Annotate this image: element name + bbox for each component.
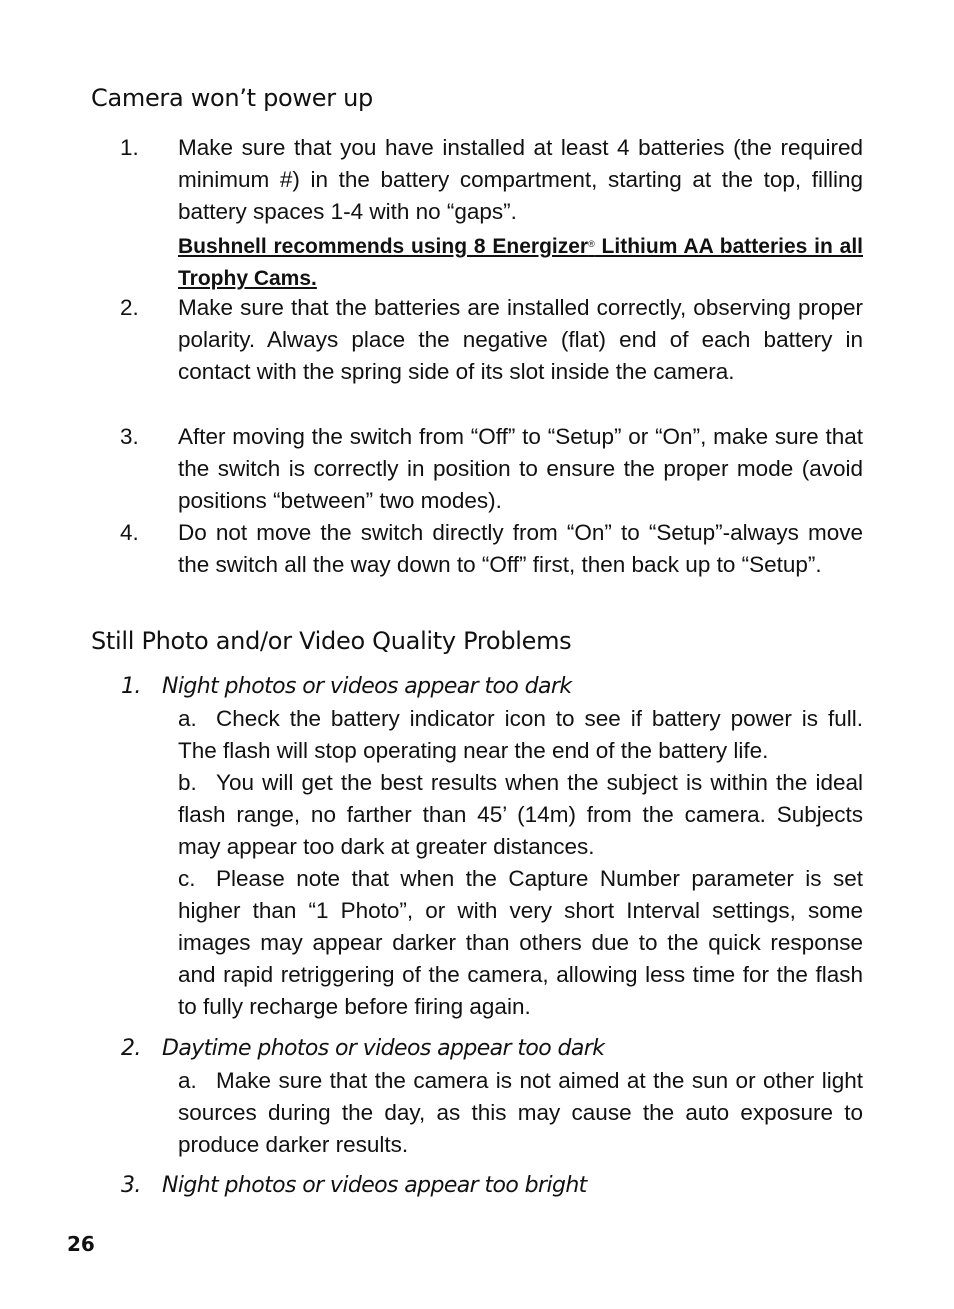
item-text: Do not move the switch directly from “On” to “Setup”-always move the switch all the way down to “Off” first, then back up to “Setup”.: [178, 520, 863, 577]
problem-heading: [121, 1170, 587, 1202]
registered-mark: ®: [588, 239, 595, 249]
paragraph-text: Make sure that the camera is not aimed at the sun or other light sources during the day, as this may cause the auto exposure to produce darker results.: [178, 1068, 863, 1157]
problem-title: Night photos or videos appear too bright: [162, 1173, 587, 1198]
paragraph-text: You will get the best results when the subject is within the ideal flash range, no farther than 45’ (14m) from the camera. Subjects may appear too dark at greater distances.: [178, 770, 863, 859]
battery-recommendation-note: [178, 228, 863, 295]
item-body: Make sure that you have installed at least 4 batteries (the required minimum #) in the battery compartment, starting at the top, filling battery spaces 1-4 with no “gaps”.: [178, 135, 863, 224]
item-number: 4.: [120, 520, 139, 545]
problem-paragraph: [178, 703, 863, 767]
section-heading-power: Camera won’t power up: [91, 84, 373, 112]
problem-paragraph: [178, 863, 863, 1023]
problem-title: Night photos or videos appear too dark: [162, 674, 572, 699]
paragraph-letter: c.: [178, 866, 196, 891]
item-text: [178, 132, 863, 295]
problem-paragraph: [178, 1065, 863, 1161]
item-text: After moving the switch from “Off” to “Setup” or “On”, make sure that the switch is correctly in position to ensure the proper mode (avoid positions “between” two modes).: [178, 424, 863, 513]
problem-number: 2.: [121, 1036, 141, 1061]
paragraph-letter: a.: [178, 1068, 197, 1093]
paragraph-letter: a.: [178, 706, 197, 731]
problem-number: 1.: [121, 674, 141, 699]
problem-paragraph: [178, 767, 863, 863]
item-number: 2.: [120, 295, 139, 320]
item-text: Make sure that the batteries are installed correctly, observing proper polarity. Always place the negative (flat) end of each battery in contact with the spring side of its slot inside the camera.: [178, 295, 863, 384]
item-number: 1.: [120, 135, 139, 160]
problem-title: Daytime photos or videos appear too dark: [162, 1036, 605, 1061]
problem-number: 3.: [121, 1173, 141, 1198]
paragraph-text: Check the battery indicator icon to see if battery power is full. The flash will stop operating near the end of the battery life.: [178, 706, 863, 763]
paragraph-text: Please note that when the Capture Number parameter is set higher than “1 Photo”, or with very short Interval settings, some images may appear darker than others due to the quick response and rapid retriggering of the camera, allowing less time for the flash to fully recharge before firing again.: [178, 866, 863, 1019]
section-heading-quality: Still Photo and/or Video Quality Problems: [91, 627, 572, 655]
item-number: 3.: [120, 424, 139, 449]
note-text: Bushnell recommends using 8 Energizer: [178, 235, 589, 258]
note-text-end: Lithium AA batteries in all Trophy Cams.: [178, 235, 863, 290]
problem-heading: [121, 671, 572, 703]
page-number: 26: [67, 1232, 95, 1256]
problem-heading: [121, 1033, 604, 1065]
paragraph-letter: b.: [178, 770, 197, 795]
